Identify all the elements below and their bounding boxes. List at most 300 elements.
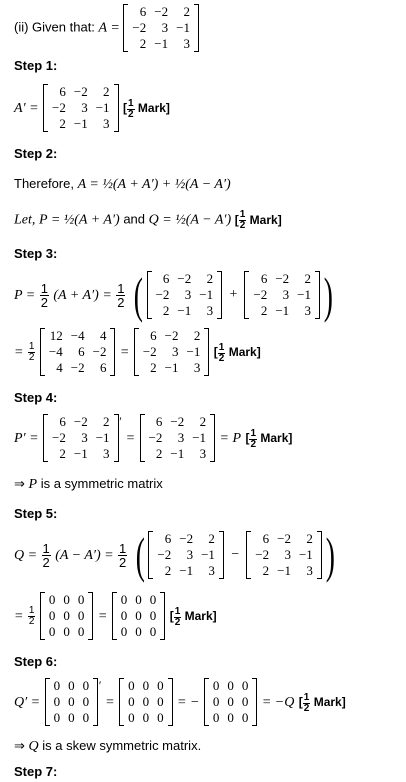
matrix-cell: 0: [77, 608, 85, 623]
matrix-row: [45, 344, 111, 360]
matrix-cell: 3: [172, 344, 179, 359]
step-3-equation-2: [14, 328, 261, 376]
p-expression: (A + A′) =: [53, 288, 112, 304]
matrix-row: [45, 592, 89, 608]
matrix-cell: 0: [212, 710, 220, 725]
mark-label: Mark]: [181, 609, 217, 624]
step-6-equation: [14, 678, 346, 726]
matrix-row: [153, 547, 219, 563]
matrix-cell: 3: [199, 446, 207, 461]
fraction-numerator: 1: [119, 540, 127, 556]
equals-negative: = −: [177, 695, 200, 711]
matrix-cell: 0: [149, 592, 157, 607]
one-half-fraction: [42, 542, 51, 569]
matrix-body: [128, 4, 194, 52]
q-variable: Q: [28, 739, 39, 754]
matrix-cell: 0: [212, 694, 220, 709]
matrix-cell: 3: [81, 100, 88, 115]
matrix-cell: −2: [132, 20, 147, 35]
matrix-cell: 3: [161, 20, 169, 35]
matrix-cell: 0: [77, 592, 85, 607]
matrix-cell: −1: [164, 360, 179, 375]
matrix-p: [43, 414, 119, 462]
matrix-body: [249, 271, 315, 319]
matrix-cell: 0: [241, 710, 249, 725]
matrix-row: [50, 678, 94, 694]
given-line: [14, 4, 199, 52]
matrix-cell: 2: [206, 271, 214, 286]
matrix-cell: 3: [282, 287, 290, 302]
symmetric-conclusion: is a symmetric matrix: [40, 476, 163, 491]
matrix-row: [249, 271, 315, 287]
fraction-numerator: 1: [42, 540, 50, 556]
let-text: Let,: [14, 212, 36, 228]
matrix-row: [124, 694, 168, 710]
matrix-cell: 0: [63, 592, 70, 607]
matrix-cell: 3: [177, 430, 185, 445]
half-mark: [169, 605, 217, 628]
matrix-cell: −1: [297, 287, 311, 302]
matrix-row: [249, 303, 315, 319]
matrix-a: [123, 4, 199, 52]
matrix-cell: −2: [142, 344, 157, 359]
fraction-numerator: 1: [128, 97, 134, 109]
matrix-a-prime: [43, 84, 119, 132]
p-rhs: = P: [219, 431, 242, 447]
step-3-heading: Step 3:: [14, 246, 58, 261]
matrix-cell: 3: [186, 547, 194, 562]
matrix-cell: −2: [70, 360, 85, 375]
matrix-cell: 2: [193, 328, 201, 343]
q-expression: (A − A′) =: [55, 548, 114, 564]
matrix-body: [124, 678, 168, 726]
matrix-cell: −1: [176, 20, 190, 35]
matrix-cell: 6: [164, 531, 172, 546]
matrix-row: [48, 446, 114, 462]
matrix-a-prime: [244, 271, 320, 319]
matrix-q-negative: [204, 678, 258, 726]
matrix-cell: 0: [142, 710, 150, 725]
matrix-row: [209, 678, 253, 694]
matrix-cell: −2: [148, 430, 163, 445]
matrix-cell: 0: [135, 624, 142, 639]
matrix-row: [117, 608, 161, 624]
matrix-cell: 4: [99, 328, 107, 343]
matrix-zero: [40, 592, 94, 640]
matrix-cell: −2: [275, 271, 290, 286]
matrix-row: [152, 271, 218, 287]
fraction-numerator: 1: [250, 427, 257, 439]
matrix-cell: 0: [48, 608, 56, 623]
equals-sign: =: [97, 609, 108, 625]
matrix-cell: 4: [56, 360, 63, 375]
matrix-cell: 0: [63, 624, 70, 639]
implies-arrow: ⇒: [14, 738, 25, 753]
fraction-numerator: 1: [40, 280, 48, 296]
matrix-cell: 0: [212, 678, 220, 693]
matrix-cell: −2: [253, 287, 268, 302]
half-mark: [245, 427, 293, 450]
mark-label: Mark]: [134, 101, 170, 116]
matrix-cell: −1: [154, 36, 169, 51]
matrix-body: [209, 678, 253, 726]
fraction-denominator: 2: [250, 438, 257, 450]
matrix-row: [145, 430, 211, 446]
matrix-row: [128, 36, 194, 52]
matrix-cell: 0: [128, 678, 135, 693]
matrix-cell: −1: [170, 446, 185, 461]
matrix-cell: 0: [241, 678, 249, 693]
one-half-fraction: [118, 542, 127, 569]
matrix-row: [152, 287, 218, 303]
matrix-cell: 3: [306, 563, 313, 578]
mark-label: Mark]: [225, 345, 261, 360]
matrix-cell: 2: [199, 414, 207, 429]
mark-label: Mark]: [257, 431, 293, 446]
matrix-cell: 0: [48, 624, 56, 639]
matrix-row: [117, 624, 161, 640]
matrix-cell: 0: [120, 624, 128, 639]
matrix-body: [48, 414, 114, 462]
matrix-cell: 3: [103, 116, 110, 131]
matrix-cell: 0: [227, 678, 234, 693]
left-paren: (: [135, 527, 145, 583]
step-7-heading: Step 7:: [14, 764, 58, 779]
matrix-cell: 6: [262, 531, 270, 546]
matrix-body: [48, 84, 114, 132]
p-prime-lhs: P′ =: [14, 431, 39, 447]
matrix-cell: 0: [82, 694, 90, 709]
matrix-cell: 3: [81, 430, 88, 445]
fraction-denominator: 2: [117, 294, 125, 310]
q-prime-lhs: Q′ =: [14, 695, 41, 711]
mark-bracket: [: [234, 212, 239, 227]
half-mark: [123, 97, 170, 120]
matrix-cell: −2: [52, 430, 66, 445]
matrix-cell: 2: [139, 36, 147, 51]
mark-bracket: [: [298, 695, 303, 710]
fraction-denominator: 2: [42, 554, 50, 570]
matrix-cell: 0: [142, 694, 150, 709]
matrix-cell: 12: [49, 328, 63, 343]
matrix-cell: 0: [135, 608, 142, 623]
matrix-body: [145, 414, 211, 462]
matrix-row: [145, 446, 211, 462]
matrix-cell: 0: [120, 608, 128, 623]
matrix-body: [45, 592, 89, 640]
matrix-cell: 6: [155, 414, 163, 429]
matrix-q: [45, 678, 99, 726]
matrix-cell: 6: [59, 414, 66, 429]
fraction-denominator: 2: [174, 616, 181, 628]
matrix-cell: 3: [183, 36, 190, 51]
skew-symmetric-conclusion: is a skew symmetric matrix.: [42, 738, 202, 753]
matrix-cell: −1: [73, 116, 88, 131]
fraction-numerator: 1: [239, 209, 246, 220]
matrix-cell: −1: [277, 563, 291, 578]
fraction-denominator: 2: [40, 294, 48, 310]
matrix-cell: −1: [199, 287, 214, 302]
matrix-q: [112, 592, 166, 640]
matrix-row: [45, 608, 89, 624]
matrix-cell: 0: [157, 694, 164, 709]
matrix-cell: 0: [53, 678, 61, 693]
p-variable: P: [28, 477, 38, 492]
half-mark: [213, 341, 261, 364]
matrix-cell: 0: [142, 678, 150, 693]
matrix-row: [251, 563, 317, 579]
matrix-row: [128, 4, 194, 20]
matrix-row: [124, 710, 168, 726]
matrix-cell: −1: [298, 547, 313, 562]
fraction-denominator: 2: [218, 352, 225, 364]
mark-bracket: [: [213, 345, 218, 360]
left-paren: (: [133, 267, 143, 323]
one-half-fraction: [40, 282, 49, 309]
matrix-a-prime: [246, 531, 322, 579]
fraction-denominator: 2: [303, 702, 310, 714]
step-4-conclusion: [14, 476, 163, 493]
matrix-cell: 0: [149, 624, 157, 639]
matrix-cell: −1: [95, 100, 110, 115]
matrix-cell: 3: [103, 446, 110, 461]
half-fraction: [249, 429, 257, 450]
plus-operator: +: [228, 287, 239, 302]
step-5-equation-2: [14, 592, 217, 640]
matrix-cell: 3: [193, 360, 201, 375]
minus-operator: −: [230, 547, 240, 562]
matrix-row: [50, 694, 94, 710]
matrix-cell: −2: [177, 271, 192, 286]
matrix-cell: 3: [304, 303, 311, 318]
matrix-cell: 0: [128, 694, 135, 709]
matrix-cell: 0: [227, 710, 234, 725]
matrix-cell: 2: [59, 116, 66, 131]
matrix-a: [147, 271, 223, 319]
matrix-row: [153, 563, 219, 579]
matrix-body: [139, 328, 205, 376]
step-6-conclusion: [14, 738, 201, 755]
fraction-numerator: 1: [28, 340, 35, 352]
matrix-row: [48, 414, 114, 430]
mark-label: Mark]: [310, 695, 346, 710]
fraction-denominator: 2: [239, 220, 246, 231]
right-paren: ): [325, 527, 335, 583]
fraction-numerator: 1: [174, 605, 181, 617]
matrix-cell: 2: [262, 563, 270, 578]
matrix-cell: 3: [284, 547, 291, 562]
matrix-cell: −2: [73, 84, 88, 99]
right-paren: ): [323, 267, 333, 323]
matrix-cell: 2: [260, 303, 268, 318]
mark-label: Mark]: [246, 212, 282, 227]
matrix-cell: −1: [201, 547, 215, 562]
matrix-cell: 3: [208, 563, 215, 578]
matrix-cell: 0: [82, 678, 90, 693]
step-3-equation-1: [14, 267, 337, 323]
matrix-p: [134, 328, 210, 376]
matrix-cell: −1: [95, 430, 110, 445]
transpose-prime: ′: [118, 414, 122, 428]
matrix-cell: −2: [157, 547, 172, 562]
matrix-row: [128, 20, 194, 36]
matrix-row: [153, 531, 219, 547]
matrix-cell: 2: [306, 531, 313, 546]
matrix-cell: −4: [48, 344, 63, 359]
step-2-heading: Step 2:: [14, 146, 58, 161]
matrix-body: [152, 271, 218, 319]
equals-sign: =: [105, 695, 115, 711]
matrix-row: [209, 710, 253, 726]
matrix-cell: −2: [92, 344, 107, 359]
q-lhs: Q =: [14, 548, 38, 564]
fraction-denominator: 2: [28, 351, 35, 363]
matrix-cell: −2: [155, 287, 170, 302]
matrix-cell: −2: [255, 547, 270, 562]
matrix-a: [148, 531, 224, 579]
p-definition: P = ½(A + A′): [39, 212, 120, 228]
matrix-cell: 2: [103, 84, 110, 99]
mark-bracket: [: [123, 101, 127, 116]
matrix-cell: 0: [135, 592, 142, 607]
matrix-body: [45, 328, 111, 376]
one-half-fraction: [116, 282, 125, 309]
matrix-body: [251, 531, 317, 579]
a-prime-lhs: A′ =: [14, 101, 39, 117]
given-prefix: (ii) Given that:: [14, 19, 95, 35]
matrix-cell: 2: [103, 414, 110, 429]
matrix-cell: 0: [48, 592, 56, 607]
matrix-cell: 2: [155, 446, 163, 461]
equals-sign: =: [125, 431, 136, 447]
matrix-cell: 2: [162, 303, 170, 318]
step-5-heading: Step 5:: [14, 506, 58, 521]
matrix-cell: −1: [177, 303, 192, 318]
q-rhs: = −Q: [261, 695, 295, 711]
matrix-cell: 0: [241, 694, 249, 709]
matrix-row: [249, 287, 315, 303]
matrix-cell: 3: [206, 303, 214, 318]
matrix-row: [45, 328, 111, 344]
step-1-equation: [14, 84, 170, 132]
equals-sign: =: [14, 609, 24, 625]
matrix-row: [152, 303, 218, 319]
q-definition: Q = ½(A − A′): [148, 212, 232, 228]
matrix-cell: 6: [59, 84, 66, 99]
matrix-cell: −2: [73, 414, 88, 429]
matrix-row: [45, 624, 89, 640]
step-6-heading: Step 6:: [14, 654, 58, 669]
given-lhs: A =: [98, 20, 120, 36]
fraction-numerator: 1: [303, 691, 310, 703]
matrix-row: [139, 344, 205, 360]
step-1-heading: Step 1:: [14, 58, 58, 73]
matrix-cell: 0: [149, 608, 157, 623]
matrix-cell: 2: [59, 446, 66, 461]
matrix-row: [139, 360, 205, 376]
step-4-equation: [14, 414, 292, 462]
matrix-row: [124, 678, 168, 694]
matrix-cell: −1: [275, 303, 290, 318]
equals-sign: =: [119, 345, 130, 361]
matrix-body: [50, 678, 94, 726]
implies-arrow: ⇒: [14, 476, 25, 491]
matrix-cell: 0: [157, 678, 164, 693]
fraction-numerator: 1: [28, 604, 35, 616]
matrix-cell: −2: [179, 531, 194, 546]
step-2-line-2: [14, 210, 282, 231]
step-4-heading: Step 4:: [14, 390, 58, 405]
matrix-row: [48, 430, 114, 446]
matrix-cell: 0: [63, 608, 70, 623]
matrix-cell: 6: [162, 271, 170, 286]
half-mark: [298, 691, 346, 714]
matrix-cell: 2: [164, 563, 172, 578]
matrix-cell: 2: [183, 4, 190, 19]
matrix-body: [153, 531, 219, 579]
matrix-row: [139, 328, 205, 344]
matrix-cell: −2: [164, 328, 179, 343]
matrix-cell: 2: [208, 531, 215, 546]
matrix-cell: 0: [157, 710, 164, 725]
equals-sign: =: [14, 345, 24, 361]
matrix-cell: 2: [304, 271, 311, 286]
matrix-row: [48, 100, 114, 116]
matrix-cell: 0: [128, 710, 135, 725]
matrix-row: [209, 694, 253, 710]
matrix-q-transpose: [119, 678, 173, 726]
half-mark: [234, 209, 282, 231]
matrix-cell: −1: [186, 344, 201, 359]
matrix-cell: 6: [78, 344, 85, 359]
matrix-cell: 6: [139, 4, 147, 19]
matrix-cell: 0: [227, 694, 234, 709]
matrix-row: [45, 360, 111, 376]
step-5-equation-1: [14, 527, 338, 583]
mark-bracket: [: [169, 609, 174, 624]
decomposition-formula: A = ½(A + A′) + ½(A − A′): [77, 177, 231, 192]
matrix-cell: 0: [53, 710, 61, 725]
matrix-cell: −2: [52, 100, 66, 115]
matrix-row: [48, 84, 114, 100]
matrix-cell: 0: [120, 592, 128, 607]
matrix-cell: 2: [150, 360, 157, 375]
one-half-fraction: [28, 606, 36, 627]
matrix-cell: −1: [192, 430, 207, 445]
matrix-cell: 3: [184, 287, 192, 302]
matrix-cell: −2: [170, 414, 185, 429]
and-text: and: [123, 211, 146, 227]
matrix-sum: [40, 328, 116, 376]
matrix-cell: 0: [82, 710, 90, 725]
fraction-denominator: 2: [119, 554, 127, 570]
one-half-fraction: [28, 342, 36, 363]
matrix-row: [251, 531, 317, 547]
step-2-line-1: [14, 176, 231, 193]
matrix-cell: 6: [99, 360, 107, 375]
matrix-cell: 6: [150, 328, 157, 343]
matrix-cell: 0: [53, 694, 61, 709]
matrix-cell: −4: [70, 328, 85, 343]
matrix-cell: 0: [77, 624, 85, 639]
matrix-row: [145, 414, 211, 430]
matrix-row: [48, 116, 114, 132]
matrix-cell: 0: [68, 678, 75, 693]
fraction-numerator: 1: [218, 341, 225, 353]
matrix-cell: −1: [179, 563, 194, 578]
matrix-body: [117, 592, 161, 640]
half-fraction: [127, 99, 135, 120]
